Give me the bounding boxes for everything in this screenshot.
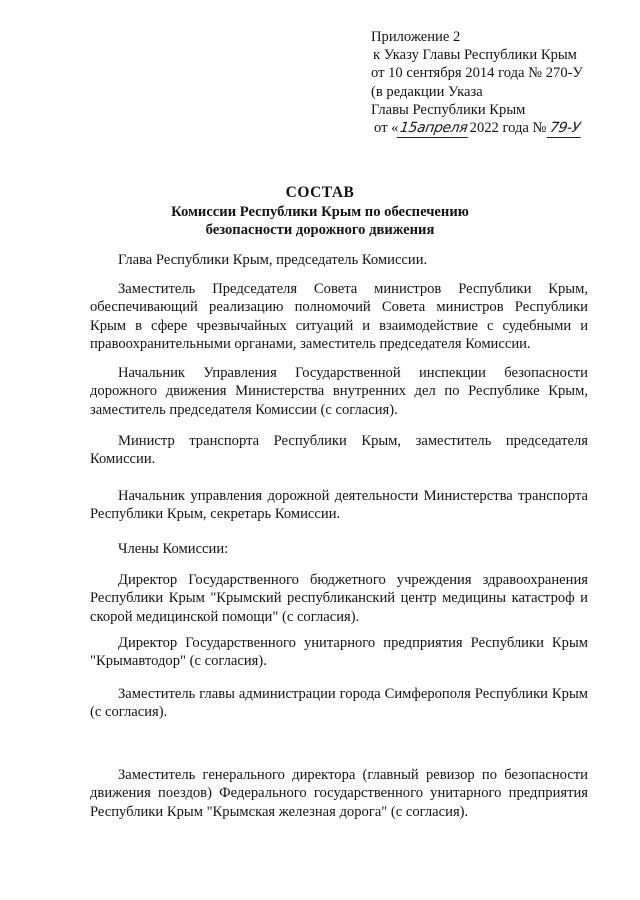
appendix-edition-author: Главы Республики Крым: [371, 101, 526, 118]
appendix-edition-date-line: [371, 119, 631, 138]
appendix-edition-note: (в редакции Указа: [371, 83, 483, 100]
appendix-header: [371, 28, 631, 138]
appendix-number: Приложение 2: [371, 29, 461, 45]
appendix-decree-date: от 10 сентября 2014 года № 270-У: [371, 65, 583, 82]
paragraph-deputy-chairman-gibdd: Начальник Управления Государственной инспекции безопасности дорожного движения Министерства внутренних дел по Республике Крым, заместитель председателя Комиссии (с согласия).: [90, 365, 588, 418]
paragraph-member-krymavtodor: Директор Государственного унитарного предприятия Республики Крым "Крымавтодор" (с согласия).: [90, 635, 588, 670]
paragraph-member-medical: Директор Государственного бюджетного учреждения здравоохранения Республики Крым "Крымский республиканский центр медицины катастроф и скорой медицинской помощи" (с согласия).: [90, 572, 588, 625]
paragraph-deputy-chairman-council: Заместитель Председателя Совета министров Республики Крым, обеспечивающий реализацию полномочий Совета министров Республики Крым в сфере чрезвычайных ситуаций и взаимодействие с судебными и правоохранительными органами, заместитель председателя Комиссии.: [90, 281, 588, 352]
paragraph-deputy-chairman-minister: Министр транспорта Республики Крым, заместитель председателя Комиссии.: [90, 433, 588, 468]
paragraph-member-railway: Заместитель генерального директора (главный ревизор по безопасности движения поездов) Федерального государственного унитарного предприятия Республики Крым "Крымская железная дорога" (с согласия).: [90, 767, 588, 820]
handwritten-number: 79-У: [547, 119, 584, 138]
paragraph-chairman: Глава Республики Крым, председатель Комиссии.: [118, 252, 428, 268]
document-subtitle-line-2: безопасности дорожного движения: [205, 222, 435, 238]
edition-date-prefix: от «: [374, 120, 399, 137]
document-title: СОСТАВ: [285, 184, 355, 201]
paragraph-members-heading: Члены Комиссии:: [118, 541, 229, 557]
edition-date-middle: 2022 года №: [469, 120, 547, 137]
document-subtitle-line-1: Комиссии Республики Крым по обеспечению: [171, 203, 469, 220]
appendix-decree-ref: к Указу Главы Республики Крым: [373, 47, 577, 64]
paragraph-secretary: Начальник управления дорожной деятельности Министерства транспорта Республики Крым, секретарь Комиссии.: [90, 488, 588, 523]
document-title-block: [0, 184, 640, 240]
handwritten-date: 15апреля: [397, 119, 471, 138]
paragraph-member-simferopol: Заместитель главы администрации города Симферополя Республики Крым (с согласия).: [90, 686, 588, 721]
